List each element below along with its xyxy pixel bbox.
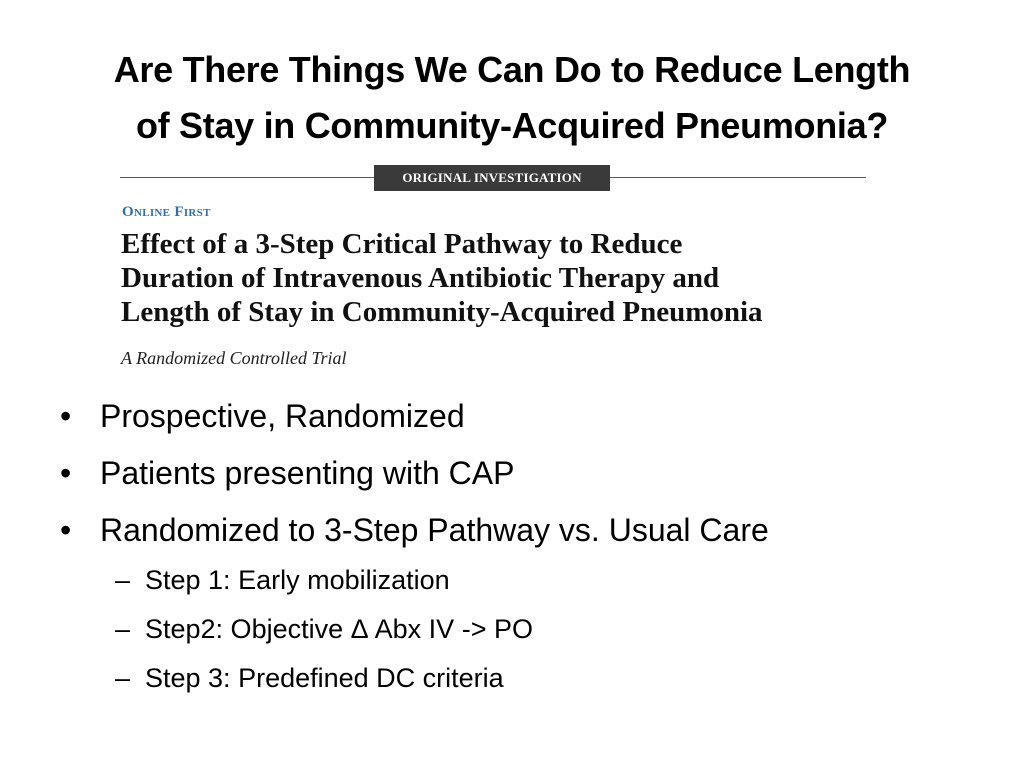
article-subtitle: A Randomized Controlled Trial	[121, 348, 347, 368]
sub-bullet-text: Step 1: Early mobilization	[145, 565, 450, 595]
article-title-line: Duration of Intravenous Antibiotic Therapy and	[121, 262, 720, 294]
bullet-marker: •	[60, 512, 72, 548]
bullet-list	[60, 390, 1000, 561]
sub-bullet-item	[115, 655, 995, 704]
bullet-text: Randomized to 3-Step Pathway vs. Usual Care	[100, 512, 769, 548]
bullet-text: Patients presenting with CAP	[100, 455, 515, 491]
slide-title-line: Are There Things We Can Do to Reduce Length	[113, 49, 911, 90]
bullet-marker: •	[60, 398, 72, 434]
article-header	[120, 164, 866, 194]
article-title-line: Length of Stay in Community-Acquired Pneumonia	[121, 296, 763, 328]
sub-bullet-text: Step 3: Predefined DC criteria	[145, 663, 504, 693]
sub-bullet-item	[115, 606, 995, 655]
sub-bullet-marker: –	[115, 565, 131, 595]
bullet-marker: •	[60, 455, 72, 491]
slide-title	[0, 42, 1024, 154]
bullet-item	[60, 504, 1000, 561]
sub-bullet-text: Step2: Objective Δ Abx IV -> PO	[145, 614, 533, 644]
online-first-label: Online First	[122, 204, 211, 220]
bullet-item	[60, 390, 1000, 447]
section-badge: ORIGINAL INVESTIGATION	[374, 165, 610, 191]
sub-bullet-marker: –	[115, 614, 131, 644]
bullet-text: Prospective, Randomized	[100, 398, 465, 434]
slide-title-line: of Stay in Community-Acquired Pneumonia?	[135, 105, 889, 146]
bullet-item	[60, 447, 1000, 504]
article-title	[121, 227, 881, 329]
sub-bullet-item	[115, 557, 995, 606]
sub-bullet-list	[115, 557, 995, 704]
sub-bullet-marker: –	[115, 663, 131, 693]
article-title-line: Effect of a 3-Step Critical Pathway to Reduce	[121, 228, 683, 260]
